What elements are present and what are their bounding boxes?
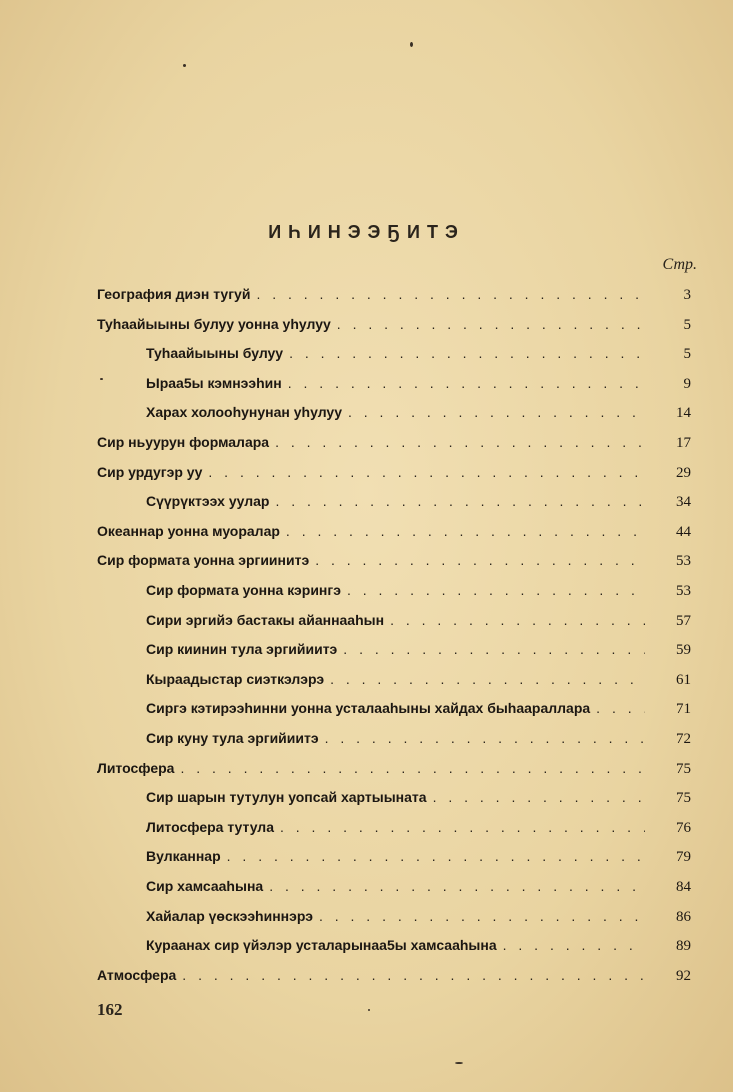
toc-entry bbox=[0, 286, 733, 308]
toc-entry-page: 53 bbox=[676, 553, 691, 570]
toc-entry bbox=[0, 582, 733, 604]
toc-entry-label: Сүүрүктээх уулар bbox=[146, 493, 270, 510]
dot-leader bbox=[275, 493, 645, 509]
toc-entry-label: Сир хамсааһына bbox=[146, 878, 264, 894]
toc-entry-label: Литосфера тутула bbox=[146, 818, 274, 835]
toc-entry-page: 5 bbox=[683, 346, 691, 363]
toc-entry-page: 61 bbox=[676, 671, 691, 688]
toc-entry bbox=[0, 552, 733, 574]
page-title: ИҺИНЭЭҔИТЭ bbox=[268, 222, 465, 242]
toc-entry-label: Сир шарын тутулун уопсай хартыыната bbox=[146, 789, 427, 806]
toc-entry bbox=[0, 493, 733, 515]
toc-entry-label: Вулканнар bbox=[146, 848, 221, 865]
toc-entry-label: Атмосфера bbox=[97, 966, 177, 983]
toc-entry-page: 89 bbox=[676, 938, 691, 955]
toc-entry-page: 9 bbox=[683, 375, 691, 392]
toc-entry-page: 79 bbox=[676, 849, 691, 866]
toc-entry-page: 53 bbox=[676, 583, 691, 599]
toc-entry-label: Туһаайыыны булуу bbox=[146, 345, 284, 362]
dot-leader bbox=[337, 316, 645, 332]
toc-entry bbox=[0, 848, 733, 870]
toc-entry bbox=[0, 345, 733, 367]
toc-entry bbox=[0, 375, 733, 397]
page-number: 162 bbox=[97, 1000, 123, 1019]
toc-entry bbox=[0, 967, 733, 989]
toc-entry-page: 86 bbox=[676, 908, 691, 925]
toc-entry-label: Кураанах сир үйэлэр усталарынаа5ы хамсааһына bbox=[146, 937, 497, 954]
toc-entry bbox=[0, 404, 733, 426]
dot-leader bbox=[208, 464, 645, 480]
dot-leader bbox=[330, 671, 645, 687]
toc-entry-page: 5 bbox=[683, 316, 691, 333]
dot-leader bbox=[280, 819, 645, 835]
toc-entry bbox=[0, 671, 733, 693]
dot-leader bbox=[227, 848, 645, 864]
page-column-header: Стр. bbox=[662, 256, 697, 273]
toc-entry-label: Океаннар уонна муоралар bbox=[97, 522, 280, 539]
dot-leader bbox=[275, 434, 645, 450]
toc-entry bbox=[0, 523, 733, 545]
toc-entry bbox=[0, 789, 733, 811]
dot-leader bbox=[286, 523, 645, 539]
toc-entry-label: Кыраадыстар сиэткэлэрэ bbox=[146, 670, 325, 687]
toc-entry-label: Литосфера bbox=[97, 759, 175, 776]
toc-entry-page: 17 bbox=[676, 435, 691, 451]
toc-entry bbox=[0, 878, 733, 900]
dot-leader bbox=[347, 582, 645, 598]
toc-entry bbox=[0, 819, 733, 841]
dot-leader bbox=[596, 700, 645, 716]
toc-entry-page: 44 bbox=[676, 523, 691, 540]
toc-entry-page: 84 bbox=[676, 879, 691, 895]
dot-leader bbox=[319, 908, 645, 924]
dot-leader bbox=[503, 937, 645, 953]
toc-entry-page: 71 bbox=[676, 701, 691, 718]
toc-entry-label: Сир формата уонна кэрингэ bbox=[146, 582, 341, 598]
dot-leader bbox=[433, 789, 645, 805]
toc-entry-label: Ыраа5ы кэмнээһин bbox=[146, 374, 282, 391]
dot-leader bbox=[288, 375, 645, 391]
toc-entry-page: 14 bbox=[676, 405, 691, 422]
toc-entry bbox=[0, 612, 733, 634]
toc-entry bbox=[0, 908, 733, 930]
toc-entry-label: Сиргэ кэтирээһинни уонна усталааһыны хайдах быһааралларa bbox=[146, 700, 591, 717]
toc-entry bbox=[0, 434, 733, 456]
toc-entry-label: География диэн тугуй bbox=[97, 286, 251, 302]
toc-entry bbox=[0, 464, 733, 486]
toc-entry-page: 29 bbox=[676, 464, 691, 481]
dot-leader bbox=[325, 730, 645, 746]
toc-entry-page: 59 bbox=[676, 642, 691, 659]
dot-leader bbox=[289, 345, 645, 361]
dot-leader bbox=[182, 967, 645, 983]
toc-entry-label: Сир ньуурун формалара bbox=[97, 434, 270, 450]
toc-entry-label: Сир формата уонна эргиинитэ bbox=[97, 552, 310, 569]
dot-leader bbox=[315, 552, 645, 568]
toc-entry-label: Хайалар үөскээһиннэрэ bbox=[146, 907, 313, 924]
toc-entry bbox=[0, 937, 733, 959]
dot-leader bbox=[256, 286, 645, 302]
toc-entry-label: Сири эргийэ бастакы айаннааһын bbox=[146, 611, 385, 628]
toc-entry-page: 75 bbox=[676, 760, 691, 777]
toc-entry-page: 75 bbox=[676, 790, 691, 807]
toc-entry-page: 57 bbox=[676, 612, 691, 629]
toc-entry-page: 34 bbox=[676, 494, 691, 511]
toc-entry-label: Харах холооһунунан уһулуу bbox=[146, 404, 342, 421]
toc-entry bbox=[0, 316, 733, 338]
toc-entry bbox=[0, 700, 733, 722]
toc-entry bbox=[0, 641, 733, 663]
toc-entry bbox=[0, 760, 733, 782]
dot-leader bbox=[390, 612, 645, 628]
toc-entry-page: 92 bbox=[676, 967, 691, 984]
toc-entry-page: 3 bbox=[683, 287, 691, 303]
toc-entry-label: Сир куну тула эргийиитэ bbox=[146, 730, 319, 746]
toc-entry-label: Сир урдугэр уу bbox=[97, 463, 203, 480]
dot-leader bbox=[180, 760, 645, 776]
dot-leader bbox=[343, 641, 645, 657]
toc-entry-label: Сир киинин тула эргийиитэ bbox=[146, 641, 338, 658]
toc-entry bbox=[0, 730, 733, 752]
toc-entry-page: 72 bbox=[676, 731, 691, 747]
dot-leader bbox=[348, 404, 645, 420]
toc-entry-page: 76 bbox=[676, 819, 691, 836]
toc-entry-label: Туһаайыыны булуу уонна уһулуу bbox=[97, 315, 331, 332]
dot-leader bbox=[269, 878, 645, 894]
